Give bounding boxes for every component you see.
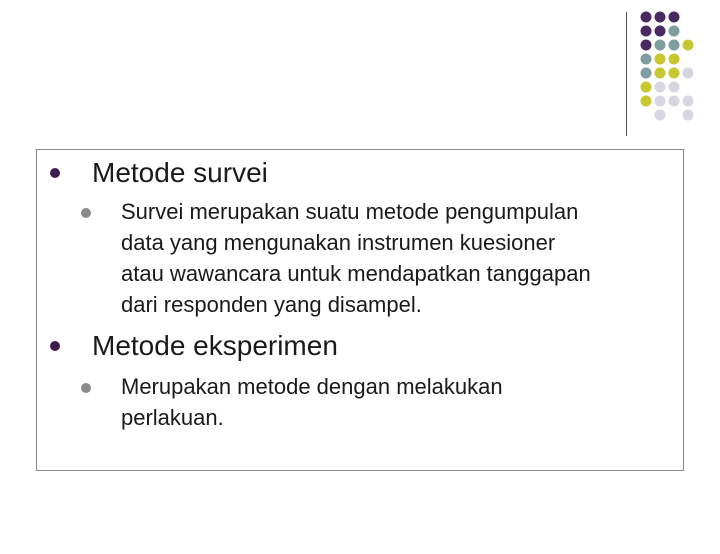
bullet-level2	[81, 383, 91, 393]
decor-dot	[655, 26, 666, 37]
decor-dot	[669, 54, 680, 65]
decor-dot	[669, 40, 680, 51]
survei-line-2: data yang mengunakan instrumen kuesioner	[121, 230, 556, 255]
divider-line	[626, 12, 627, 136]
decor-dot	[669, 82, 680, 93]
decor-dot	[641, 12, 652, 23]
eksperimen-line-1: Merupakan metode dengan melakukan	[121, 374, 503, 399]
decor-dot	[683, 40, 694, 51]
decor-dot	[669, 68, 680, 79]
decorative-dot-grid	[0, 0, 720, 140]
survei-line-3: atau wawancara untuk mendapatkan tanggapan	[121, 261, 591, 286]
bullet-level1	[50, 341, 60, 351]
decor-dot	[655, 12, 666, 23]
decor-dot	[641, 68, 652, 79]
decor-dot	[669, 96, 680, 107]
decor-dot	[655, 96, 666, 107]
decor-dot	[655, 40, 666, 51]
heading-metode-survei: Metode survei	[92, 157, 268, 188]
bullet-level2	[81, 208, 91, 218]
decor-dot	[669, 26, 680, 37]
survei-line-4: dari responden yang disampel.	[121, 292, 422, 317]
decor-dot	[641, 82, 652, 93]
decor-dot	[655, 110, 666, 121]
decor-dot	[683, 68, 694, 79]
decor-dot	[655, 54, 666, 65]
heading-metode-eksperimen: Metode eksperimen	[92, 330, 338, 361]
decor-dot	[683, 96, 694, 107]
bullet-level1	[50, 168, 60, 178]
decor-dot	[655, 68, 666, 79]
decor-dot	[669, 12, 680, 23]
decor-dot	[655, 82, 666, 93]
decor-dot	[641, 26, 652, 37]
survei-line-1: Survei merupakan suatu metode pengumpulan	[121, 199, 579, 224]
decor-dot	[683, 110, 694, 121]
decor-dot	[641, 40, 652, 51]
eksperimen-line-2: perlakuan.	[121, 405, 224, 430]
decor-dot	[641, 54, 652, 65]
decor-dot	[641, 96, 652, 107]
